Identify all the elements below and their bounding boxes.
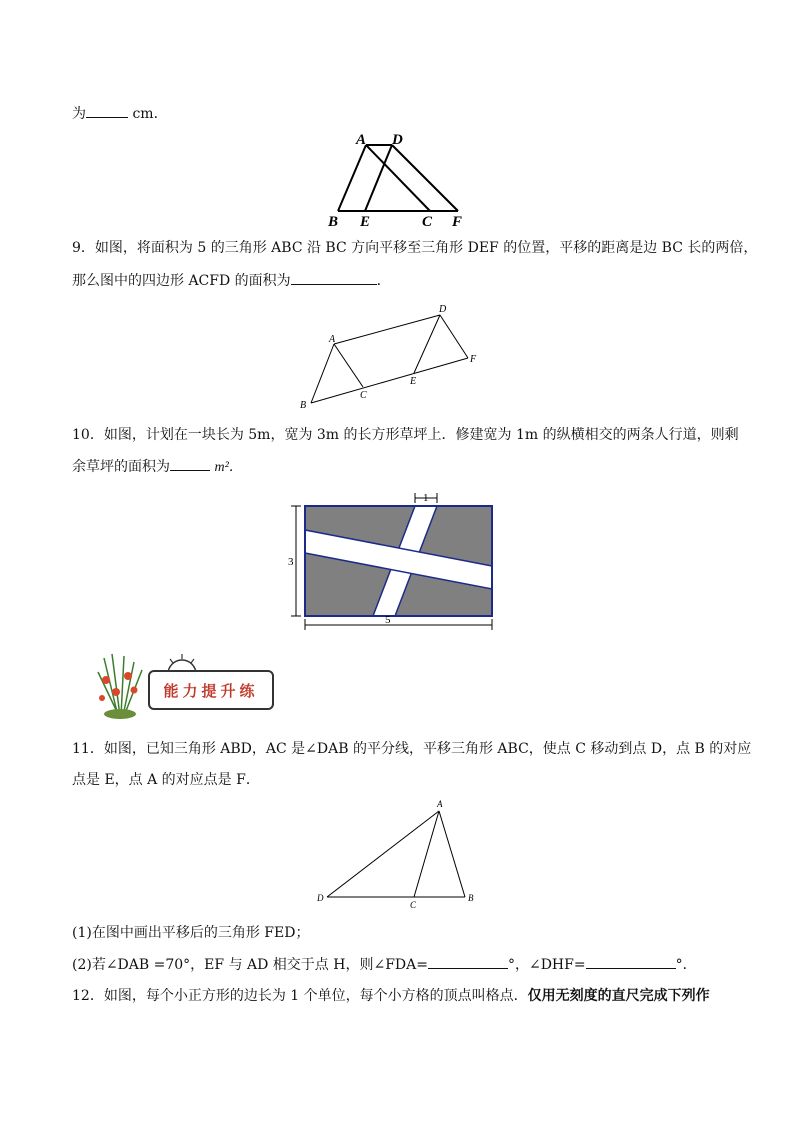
q9-answer-blank[interactable] [291, 270, 377, 285]
fig11-edge-ab [439, 811, 465, 897]
fig8-label-c: C [422, 214, 433, 230]
fig10-label-3: 3 [288, 556, 294, 568]
fig9-label-d: D [439, 304, 447, 315]
fig11-label-a: A [437, 799, 443, 809]
fig8-edge-ac [366, 145, 430, 211]
fig11-edge-da [327, 811, 439, 897]
figure-q10 [285, 490, 500, 632]
q11-line1: 11．如图，已知三角形 ABD，AC 是∠DAB 的平分线，平移三角形 ABC，使点 C 移动到点 D，点 B 的对应 [72, 741, 752, 757]
q11-part1: (1)在图中画出平移后的三角形 FED； [72, 925, 310, 941]
q10-unit: m²． [214, 460, 243, 475]
q11-part2-c: °． [675, 957, 697, 973]
figure-q8 [320, 128, 480, 232]
q8-suffix: cm． [132, 106, 168, 122]
q11-part2 [72, 954, 697, 975]
fig9-edge-de [414, 315, 440, 373]
q9-line2-prefix: 那么图中的四边形 ACFD 的面积为 [72, 273, 291, 289]
fig8-label-e: E [360, 214, 371, 230]
fig9-label-a: A [329, 334, 336, 345]
fig11-label-c: C [410, 900, 417, 909]
q12-prefix: 12．如图，每个小正方形的边长为 1 个单位，每个小方格的顶点叫格点． [72, 988, 528, 1004]
q8-answer-blank[interactable] [86, 103, 128, 118]
q8-prefix: 为 [72, 106, 86, 122]
figure-q11 [310, 797, 485, 909]
fig11-label-d: D [317, 893, 324, 903]
q10-line2-prefix: 余草坪的面积为 [72, 459, 170, 475]
q10-answer-blank[interactable] [170, 456, 210, 471]
fig8-label-b: B [328, 214, 339, 230]
fig9-label-e: E [410, 376, 417, 387]
section-title: 能力提升练 [148, 670, 274, 710]
fig8-label-a: A [356, 132, 367, 148]
fig9-label-c: C [360, 390, 367, 401]
q11-part2-b: °，∠DHF= [507, 957, 586, 973]
fig8-label-d: D [392, 132, 403, 148]
fig10-label-5: 5 [385, 614, 391, 626]
fig9-edge-ad [334, 315, 440, 344]
q12-line1 [72, 986, 710, 1006]
fig9-edge-ba [311, 344, 334, 403]
q9-line2 [72, 270, 391, 291]
fig8-label-f: F [452, 214, 463, 230]
fig9-label-f: F [470, 354, 477, 365]
q9-line1: 9．如图，将面积为 5 的三角形 ABC 沿 BC 方向平移至三角形 DEF 的位置，平移的距离是边 BC 长的两倍， [72, 240, 758, 256]
q10-line2 [72, 456, 243, 478]
q9-line2-suffix: ． [376, 273, 391, 289]
fig8-edge-ab [338, 145, 366, 211]
fig8-edge-de [365, 145, 392, 211]
fig9-edge-ac [334, 344, 363, 387]
q12-bold: 仅用无刻度的直尺完成下列作 [527, 988, 710, 1004]
q11-line2: 点是 E，点 A 的对应点是 F． [72, 772, 260, 788]
fig9-edge-bf [311, 358, 468, 403]
q8-answer-line [72, 103, 168, 124]
fig9-label-b: B [300, 400, 307, 411]
q10-line1: 10．如图，计划在一块长为 5m，宽为 3m 的长方形草坪上．修建宽为 1m 的纵横相交的两条人行道，则剩 [72, 427, 739, 443]
q11-dhf-blank[interactable] [586, 954, 676, 969]
fig8-edge-df [392, 145, 458, 211]
figure-q9 [296, 300, 486, 412]
section-banner [90, 650, 270, 720]
q11-fda-blank[interactable] [428, 954, 508, 969]
fig11-label-b: B [468, 893, 474, 903]
fig9-edge-df [440, 315, 468, 358]
grass-flower-icon [90, 650, 150, 720]
q11-part2-a: (2)若∠DAB =70°，EF 与 AD 相交于点 H，则∠FDA= [72, 957, 428, 973]
fig11-edge-ac [414, 811, 439, 897]
fig10-label-1: 1 [423, 492, 429, 504]
